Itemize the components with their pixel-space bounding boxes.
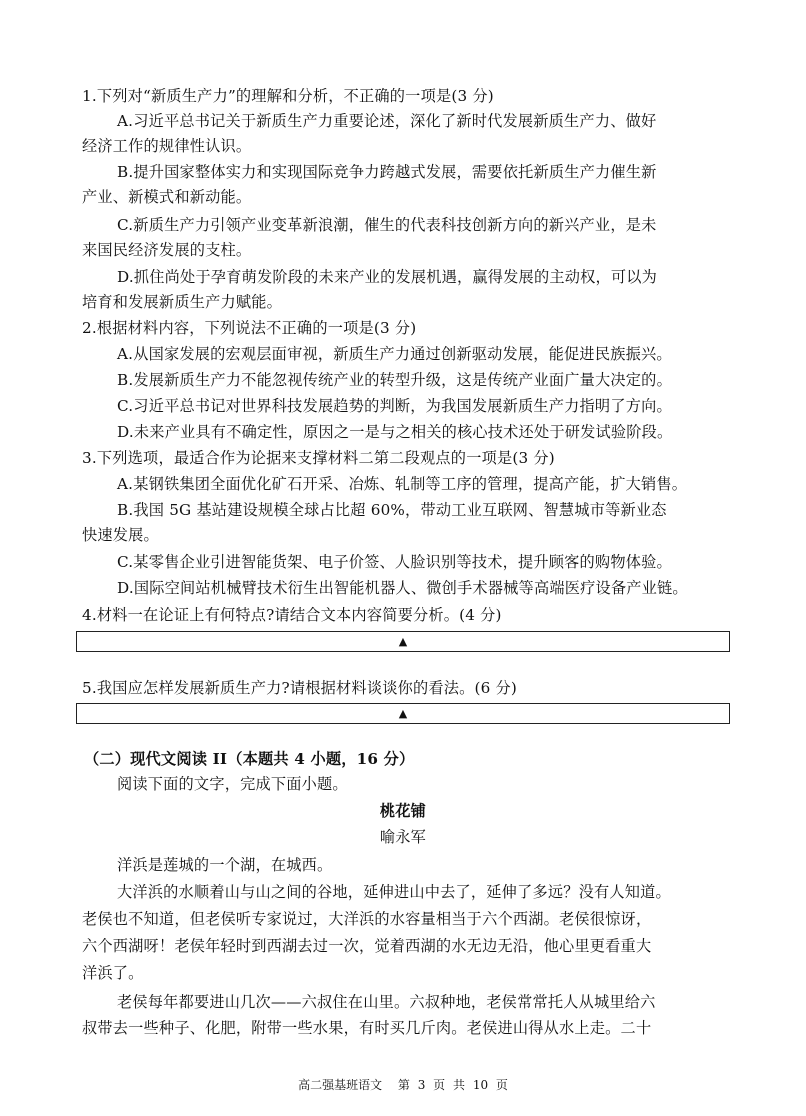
story-paragraph-2-line2: 老侯也不知道，但老侯听专家说过，大洋浜的水容量相当于六个西湖。老侯很惊讶， bbox=[82, 910, 652, 928]
q1-option-d-line1: D.抓住尚处于孕育萌发阶段的未来产业的发展机遇，赢得发展的主动权，可以为 bbox=[117, 268, 658, 286]
story-paragraph-1: 洋浜是莲城的一个湖，在城西。 bbox=[117, 856, 333, 874]
story-paragraph-3-line2: 叔带去一些种子、化肥，附带一些水果，有时买几斤肉。老侯进山得从水上走。二十 bbox=[82, 1019, 652, 1037]
q3-option-c: C.某零售企业引进智能货架、电子价签、人脸识别等技术，提升顾客的购物体验。 bbox=[117, 553, 672, 571]
story-author: 喻永军 bbox=[379, 828, 427, 846]
q1-stem: 1.下列对“新质生产力”的理解和分析，不正确的一项是(3 分) bbox=[82, 87, 494, 105]
q3-stem: 3.下列选项，最适合作为论据来支撑材料二第二段观点的一项是(3 分) bbox=[82, 449, 555, 467]
q2-stem: 2.根据材料内容，下列说法不正确的一项是(3 分) bbox=[82, 319, 417, 337]
q1-option-c-line1: C.新质生产力引领产业变革新浪潮，催生的代表科技创新方向的新兴产业，是未 bbox=[117, 216, 657, 234]
q4-stem: 4.材料一在论证上有何特点?请结合文本内容简要分析。(4 分) bbox=[82, 606, 502, 624]
q3-option-d: D.国际空间站机械臂技术衍生出智能机器人、微创手术器械等高端医疗设备产业链。 bbox=[117, 579, 688, 597]
q4-answer-box[interactable]: ▲ bbox=[76, 631, 730, 652]
section-heading: （二）现代文阅读 II（本题共 4 小题，16 分） bbox=[84, 750, 415, 768]
q2-option-c: C.习近平总书记对世界科技发展趋势的判断，为我国发展新质生产力指明了方向。 bbox=[117, 397, 672, 415]
story-title: 桃花铺 bbox=[379, 802, 427, 820]
section-instruction: 阅读下面的文字，完成下面小题。 bbox=[117, 775, 348, 793]
q3-option-a: A.某钢铁集团全面优化矿石开采、冶炼、轧制等工序的管理，提高产能，扩大销售。 bbox=[117, 475, 688, 493]
q1-option-b-line1: B.提升国家整体实力和实现国际竞争力跨越式发展，需要依托新质生产力催生新 bbox=[117, 163, 657, 181]
q5-answer-box[interactable]: ▲ bbox=[76, 703, 730, 724]
q1-option-a-line1: A.习近平总书记关于新质生产力重要论述，深化了新时代发展新质生产力、做好 bbox=[117, 112, 657, 130]
q1-option-c-line2: 来国民经济发展的支柱。 bbox=[82, 241, 252, 259]
q3-option-b-line2: 快速发展。 bbox=[82, 526, 159, 544]
story-paragraph-2-line4: 洋浜了。 bbox=[82, 964, 144, 982]
footer-page-number: 第 3 页 共 10 页 bbox=[397, 1078, 508, 1092]
q5-stem: 5.我国应怎样发展新质生产力?请根据材料谈谈你的看法。(6 分) bbox=[82, 679, 518, 697]
q2-option-d: D.未来产业具有不确定性，原因之一是与之相关的核心技术还处于研发试验阶段。 bbox=[117, 423, 673, 441]
q3-option-b-line1: B.我国 5G 基站建设规模全球占比超 60%，带动工业互联网、智慧城市等新业态 bbox=[117, 501, 667, 519]
footer-doc-title: 高二强基班语文 bbox=[298, 1078, 383, 1092]
q2-option-a: A.从国家发展的宏观层面审视，新质生产力通过创新驱动发展，能促进民族振兴。 bbox=[117, 345, 672, 363]
story-paragraph-2-line3: 六个西湖呀！老侯年轻时到西湖去过一次，觉着西湖的水无边无沿，他心里更看重大 bbox=[82, 937, 652, 955]
q1-option-d-line2: 培育和发展新质生产力赋能。 bbox=[82, 293, 283, 311]
story-paragraph-2-line1: 大洋浜的水顺着山与山之间的谷地，延伸进山中去了，延伸了多远？没有人知道。 bbox=[117, 883, 671, 901]
page-footer bbox=[0, 1077, 806, 1093]
story-paragraph-3-line1: 老侯每年都要进山几次——六叔住在山里。六叔种地，老侯常常托人从城里给六 bbox=[117, 993, 656, 1011]
q2-option-b: B.发展新质生产力不能忽视传统产业的转型升级，这是传统产业面广量大决定的。 bbox=[117, 371, 672, 389]
q1-option-a-line2: 经济工作的规律性认识。 bbox=[82, 137, 252, 155]
q1-option-b-line2: 产业、新模式和新动能。 bbox=[82, 188, 252, 206]
